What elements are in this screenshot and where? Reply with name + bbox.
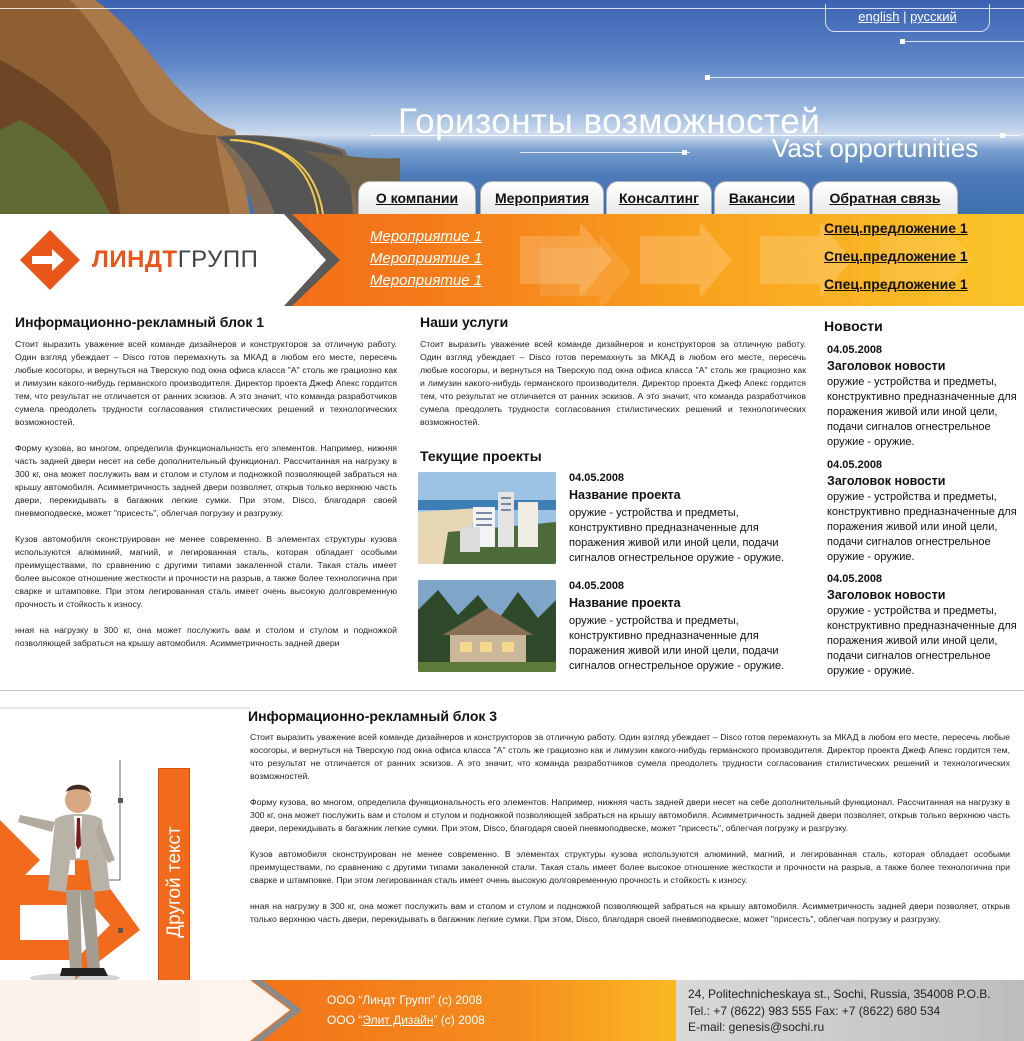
news-date: 04.05.2008 <box>827 344 883 356</box>
decor-dot <box>682 150 687 155</box>
news-item[interactable] <box>827 459 1017 565</box>
elit-design-link[interactable]: Элит Дизайн <box>362 1013 434 1027</box>
footer-phone: Tel.: +7 (8622) 983 555 Fax: +7 (8622) 680 534 <box>688 1004 941 1018</box>
footer <box>0 980 1024 1041</box>
paragraph: Форму кузова, во многом, определила функциональность его элементов. Например, нижняя часть задней двери несет на себе дополнительный функционал. Рассчитанная на нагрузку в 300 кг, она может послужить вам и столом и стулом и подножкой позволяющей забраться на крышу автомобиля. Асимметричность задней двери позволяет, открыв только верхнюю часть двери, перекидывать в багажник легкие сумки. При этом, Disco, благодаря своей пневмоподвеске, может "присесть", облегчая погрузку и разгрузку. <box>15 443 397 518</box>
info-block-1-title: Информационно-рекламный блок 1 <box>15 314 265 330</box>
tab-consulting[interactable]: Консалтинг <box>606 181 712 214</box>
decor-line <box>520 152 690 153</box>
tab-events[interactable]: Мероприятия <box>480 181 604 214</box>
mountain-road-image <box>0 0 400 214</box>
project-item[interactable] <box>418 580 790 680</box>
site-subtitle: Vast opportunities <box>772 133 979 163</box>
news-item[interactable] <box>827 573 1017 679</box>
paragraph: Стоит выразить уважение всей команде дизайнеров и конструкторов за отличную работу. Один взгляд убеждает – Disco готов перемахнуть за МКАД в любом его месте, пересечь любые косогоры, и вернуться на Тверскую под окна офиса класса "А" столь же грациозно как и лимузин какого-нибудь германского производителя. Директор проекта Джеф Апекс гордится тем, что результат не отличается от ранних эскизов. А это значит, что команда разработчиков сумела преодолеть трудности согласования стилистических решений и технологических возможностей. <box>15 339 397 427</box>
projects-title: Текущие проекты <box>420 448 542 464</box>
news-description: оружие - устройства и предметы, конструктивно предназначенные для поражения живой или иной цели, подачи сигналов огнестрельное оружие - оружие. <box>827 376 1017 448</box>
events-list <box>370 228 482 294</box>
event-link[interactable]: Мероприятие 1 <box>370 228 483 245</box>
paragraph: Кузов автомобиля сконструирован не менее современно. В элементах структуры кузова используются алюминий, магний, и легированная сталь, которая обладает особыми преимуществами, по сравнению с другими типами закаленной стали. Такая сталь имеет более высокое отношение жесткости и прочности на разрыв, а также более технологична при сварке и штамповке. При этом легированная сталь имеет очень высокую долговременную прочность и стойкость к износу. <box>15 534 397 609</box>
promo-banner <box>0 214 1024 306</box>
info-block-3-title: Информационно-рекламный блок 3 <box>248 708 498 724</box>
lang-russian-link[interactable]: русский <box>910 9 957 24</box>
lang-separator: | <box>903 9 907 24</box>
project-item[interactable] <box>418 472 790 572</box>
paragraph: Стоит выразить уважение всей команде дизайнеров и конструкторов за отличную работу. Один взгляд убеждает – Disco готов перемахнуть за МКАД в любом его месте, пересечь любые косогоры, и вернуться на Тверскую под окна офиса класса "А" столь же грациозно как и лимузин какого-нибудь германского производителя. Директор проекта Джеф Апекс гордится тем, что результат не отличается от ранних эскизов. А это значит, что команда разработчиков сумела преодолеть трудности согласования стилистических решений и технологических возможностей. <box>420 339 806 427</box>
decor-line <box>710 77 1024 78</box>
header-banner <box>0 0 1024 214</box>
footer-arrow-decor <box>0 980 330 1041</box>
info-block-1-text <box>15 338 397 663</box>
section-divider <box>0 690 1024 691</box>
lang-english-link[interactable]: english <box>858 9 900 24</box>
project-date: 04.05.2008 <box>569 580 625 592</box>
project-name: Название проекта <box>569 596 681 610</box>
vertical-text-label: Другой текст <box>164 826 185 938</box>
event-link[interactable]: Мероприятие 1 <box>370 272 483 289</box>
paragraph: нная на нагрузку в 300 кг, она может послужить вам и столом и стулом и подножкой позволяющей забраться на крышу автомобиля. Асимметричность задней двери позволяет, открыв только верхнюю часть двери, перекидывать в багажник легкие сумки. При этом, Disco, благодаря своей пневмоподвеске, может "присесть", облегчая погрузку и разгрузку. <box>250 901 1010 924</box>
site-title: Горизонты возможностей <box>398 102 821 141</box>
news-title: Новости <box>824 318 883 334</box>
tab-about[interactable]: О компании <box>358 181 476 214</box>
event-link[interactable]: Мероприятие 1 <box>370 250 483 267</box>
project-image-beach <box>418 472 556 564</box>
special-offer-link[interactable]: Спец.предложение 1 <box>824 248 968 264</box>
news-date: 04.05.2008 <box>827 573 883 585</box>
news-date: 04.05.2008 <box>827 459 883 471</box>
company-logo[interactable]: ЛИНДТГРУПП <box>92 246 259 273</box>
footer-address: 24, Politechnicheskaya st., Sochi, Russia, 354008 P.O.B. <box>688 987 991 1001</box>
project-date: 04.05.2008 <box>569 472 625 484</box>
copyright-elit-prefix: ООО “ <box>327 1013 363 1027</box>
copyright-lindt: ООО “Линдт Групп” (с) 2008 <box>327 993 483 1007</box>
news-headline: Заголовок новости <box>827 474 946 488</box>
news-headline: Заголовок новости <box>827 359 946 373</box>
project-description: оружие - устройства и предметы, конструктивно предназначенные для поражения живой или иной цели, подачи сигналов огнестрельное оружие - оружие. <box>569 615 785 672</box>
paragraph: Стоит выразить уважение всей команде дизайнеров и конструкторов за отличную работу. Один взгляд убеждает – Disco готов перемахнуть за МКАД в любом его месте, пересечь любые косогоры, и вернуться на Тверскую под окна офиса класса "А" столь же грациозно как и лимузин какого-нибудь германского производителя. Директор проекта Джеф Апекс гордится тем, что результат не отличается от ранних эскизов. А это значит, что команда разработчиков сумела преодолеть трудности согласования стилистических решений и технологических возможностей. <box>250 732 1010 781</box>
paragraph: Форму кузова, во многом, определила функциональность его элементов. Например, нижняя часть задней двери несет на себе дополнительный функционал. Рассчитанная на нагрузку в 300 кг, она может послужить вам и столом и стулом и подножкой позволяющей забраться на крышу автомобиля. Асимметричность задней двери позволяет, открыв только верхнюю часть двери, перекидывать в багажник легкие сумки. При этом, Disco, благодаря своей пневмоподвеске, может "присесть", облегчая погрузку и разгрузку. <box>250 797 1010 833</box>
news-headline: Заголовок новости <box>827 588 946 602</box>
special-offers-list <box>824 220 968 304</box>
language-switcher <box>825 4 990 32</box>
special-offer-link[interactable]: Спец.предложение 1 <box>824 276 968 292</box>
decor-dot <box>705 75 710 80</box>
footer-email[interactable]: E-mail: genesis@sochi.ru <box>688 1020 825 1034</box>
copyright-elit-suffix: ” (с) 2008 <box>433 1013 485 1027</box>
services-text <box>420 338 806 442</box>
tab-vacancies[interactable]: Вакансии <box>714 181 810 214</box>
copyright-elit <box>327 1013 485 1027</box>
paragraph: Кузов автомобиля сконструирован не менее современно. В элементах структуры кузова используются алюминий, магний, и легированная сталь, которая обладает особыми преимуществами, по сравнению с другими типами закаленной стали. Такая сталь имеет более высокое отношение жесткости и прочности на разрыв, а также более технологична при сварке и штамповке. При этом легированная сталь имеет очень высокую долговременную прочность и стойкость к износу. <box>250 849 1010 885</box>
info-block-3-text <box>250 731 1010 939</box>
news-description: оружие - устройства и предметы, конструктивно предназначенные для поражения живой или иной цели, подачи сигналов огнестрельное оружие - оружие. <box>827 605 1017 677</box>
project-image-house <box>418 580 556 672</box>
decor-dot <box>1000 133 1005 138</box>
project-name: Название проекта <box>569 488 681 502</box>
project-description: оружие - устройства и предметы, конструктивно предназначенные для поражения живой или иной цели, подачи сигналов огнестрельное оружие - оружие. <box>569 507 785 564</box>
paragraph: нная на нагрузку в 300 кг, она может послужить вам и столом и стулом и подножкой позволяющей забраться на крышу автомобиля. Асимметричность задней двери <box>15 625 397 648</box>
news-item[interactable] <box>827 344 1017 450</box>
news-description: оружие - устройства и предметы, конструктивно предназначенные для поражения живой или иной цели, подачи сигналов огнестрельное оружие - оружие. <box>827 491 1017 563</box>
decor-line <box>900 41 1024 42</box>
tab-feedback[interactable]: Обратная связь <box>812 181 958 214</box>
services-title: Наши услуги <box>420 314 509 330</box>
special-offer-link[interactable]: Спец.предложение 1 <box>824 220 968 236</box>
